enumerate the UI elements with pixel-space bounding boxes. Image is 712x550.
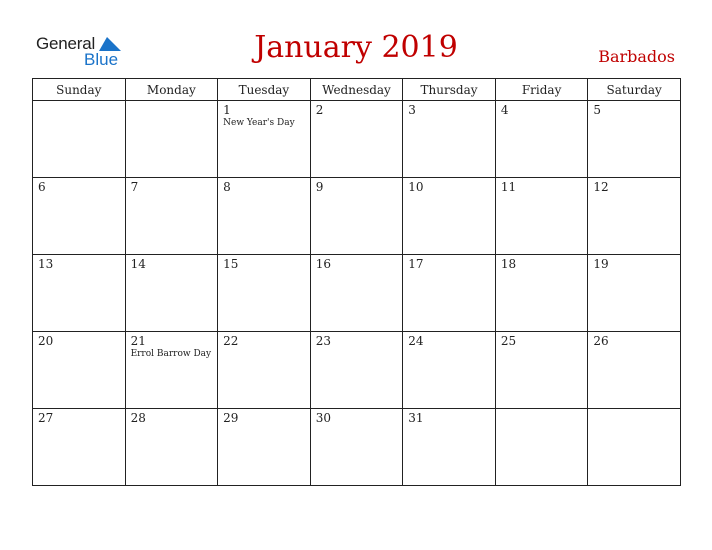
day-cell xyxy=(218,255,311,332)
day-number: 12 xyxy=(593,180,609,194)
day-cell xyxy=(403,255,496,332)
weekday-friday: Friday xyxy=(495,79,588,101)
day-cell xyxy=(310,255,403,332)
day-number: 4 xyxy=(500,103,509,117)
day-number: 19 xyxy=(593,257,609,271)
week-row xyxy=(33,332,681,409)
day-cell xyxy=(495,255,588,332)
day-cell xyxy=(403,101,496,178)
day-cell xyxy=(125,409,218,486)
day-cell xyxy=(33,255,126,332)
day-cell xyxy=(33,178,126,255)
day-cell xyxy=(125,101,218,178)
day-cell xyxy=(588,101,681,178)
day-number: 11 xyxy=(500,180,517,194)
day-number: 26 xyxy=(593,334,609,348)
day-cell xyxy=(33,409,126,486)
day-cell xyxy=(403,332,496,409)
day-cell xyxy=(403,409,496,486)
week-row xyxy=(33,409,681,486)
holiday-label: Errol Barrow Day xyxy=(130,349,212,359)
weekday-monday: Monday xyxy=(125,79,218,101)
weekday-header-row xyxy=(33,79,681,101)
weekday-saturday: Saturday xyxy=(588,79,681,101)
day-number: 21 xyxy=(130,334,146,348)
day-number: 23 xyxy=(315,334,331,348)
day-number: 31 xyxy=(408,411,424,425)
day-cell xyxy=(495,409,588,486)
day-number: 15 xyxy=(223,257,239,271)
day-number: 18 xyxy=(500,257,517,271)
day-number: 2 xyxy=(315,103,324,117)
day-cell xyxy=(33,101,126,178)
day-cell xyxy=(310,101,403,178)
day-number: 5 xyxy=(593,103,602,117)
day-cell xyxy=(310,332,403,409)
day-number: 9 xyxy=(315,180,324,194)
day-cell xyxy=(218,101,311,178)
weekday-tuesday: Tuesday xyxy=(218,79,311,101)
day-number: 29 xyxy=(223,411,239,425)
day-cell xyxy=(495,101,588,178)
day-cell xyxy=(218,409,311,486)
day-number: 22 xyxy=(223,334,239,348)
weekday-sunday: Sunday xyxy=(33,79,126,101)
logo-text-general: General xyxy=(36,34,96,53)
day-cell xyxy=(588,255,681,332)
day-cell xyxy=(218,332,311,409)
holiday-label: New Year's Day xyxy=(223,118,295,128)
day-cell xyxy=(588,409,681,486)
day-number: 20 xyxy=(38,334,54,348)
day-cell xyxy=(125,255,218,332)
day-number: 16 xyxy=(315,257,331,271)
logo-text-blue: Blue xyxy=(84,50,119,69)
day-number: 10 xyxy=(408,180,424,194)
calendar-title: January 2019 xyxy=(254,30,458,65)
day-number: 30 xyxy=(315,411,331,425)
day-cell xyxy=(218,178,311,255)
day-number: 17 xyxy=(408,257,424,271)
day-number: 27 xyxy=(38,411,54,425)
day-cell xyxy=(588,178,681,255)
day-number: 13 xyxy=(38,257,54,271)
day-cell xyxy=(495,178,588,255)
day-number: 1 xyxy=(223,103,231,117)
country-name: Barbados xyxy=(598,47,675,66)
weekday-wednesday: Wednesday xyxy=(310,79,403,101)
day-number: 8 xyxy=(223,180,231,194)
week-row xyxy=(33,178,681,255)
week-row xyxy=(33,101,681,178)
day-cell xyxy=(588,332,681,409)
day-cell xyxy=(125,332,218,409)
day-cell xyxy=(310,178,403,255)
day-number: 6 xyxy=(38,180,46,194)
week-row xyxy=(33,255,681,332)
weekday-thursday: Thursday xyxy=(403,79,496,101)
day-number: 7 xyxy=(130,180,139,194)
day-cell xyxy=(403,178,496,255)
day-number: 28 xyxy=(130,411,146,425)
day-cell xyxy=(310,409,403,486)
day-number: 14 xyxy=(130,257,146,271)
day-cell xyxy=(33,332,126,409)
day-number: 25 xyxy=(500,334,517,348)
day-cell xyxy=(495,332,588,409)
day-cell xyxy=(125,178,218,255)
calendar-grid xyxy=(32,78,681,486)
day-number: 3 xyxy=(408,103,416,117)
day-number: 24 xyxy=(408,334,424,348)
